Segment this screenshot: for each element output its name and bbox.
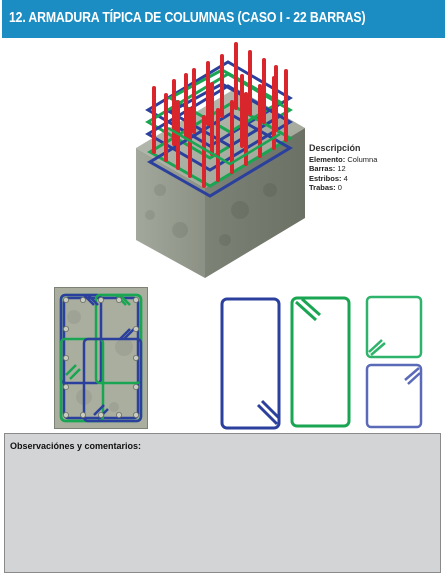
description-estribos: Estribos: 4 bbox=[309, 173, 348, 183]
description-title: Descripción bbox=[309, 143, 361, 153]
observations-box[interactable] bbox=[4, 433, 441, 573]
stirrup-green-small bbox=[367, 297, 421, 357]
stirrup-blue-small bbox=[367, 365, 421, 427]
stirrup-shapes bbox=[216, 294, 428, 434]
description-elemento: Elemento: Columna bbox=[309, 154, 378, 164]
observations-label: Observaciónes y comentarios: bbox=[10, 441, 142, 451]
stirrup-blue-large bbox=[222, 299, 279, 428]
page-title: 12. ARMADURA TÍPICA DE COLUMNAS (CASO I - 22 BARRAS) bbox=[9, 9, 366, 26]
column-cross-section bbox=[54, 287, 148, 429]
description-trabas: Trabas: 0 bbox=[309, 183, 342, 193]
stirrup-green-large bbox=[292, 298, 349, 426]
description-panel bbox=[309, 144, 377, 193]
rebar-cage-isometric-illustration bbox=[130, 40, 310, 285]
title-bar bbox=[0, 0, 445, 38]
description-barras: Barras: 12 bbox=[309, 164, 346, 174]
